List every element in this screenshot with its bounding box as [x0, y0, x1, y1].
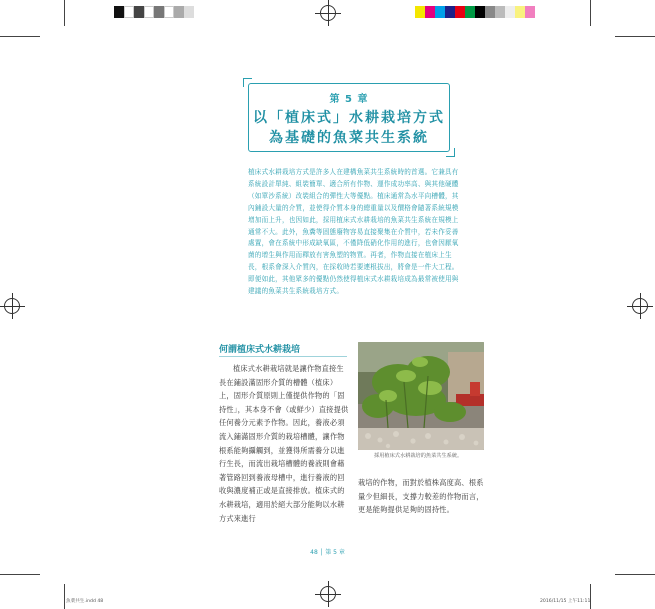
registration-mark-bottom — [320, 586, 336, 602]
chapter-title-line-1: 以「植床式」水耕栽培方式 — [253, 110, 445, 126]
crop-mark — [64, 584, 65, 609]
registration-mark-left — [4, 298, 20, 314]
page-number: 48 │ 第 5 章 — [310, 549, 345, 556]
chapter-title-box — [248, 83, 450, 152]
chapter-intro: 植床式水耕栽培方式是許多人在建構魚菜共生系統時的首選。它兼具有系統設計單純、組裝簡單、適合所有作物、運作成功率高、與其他硬體（如單沙系統）改裝組合的彈性大等優點。植床通常為水平向槽體，其內鋪設大量的介質，並使得介質本身的總重量以及價格會隨著系統規模增加而上升，也因如此，採用植床式水耕栽培的魚菜共生系統在規模上通常不大。此外，魚糞等固態廢物容易直接聚集在介質中，若未作妥善處置，會在系統中形成缺氧區，不僅降低硝化作用的進行，也會因厭氧菌的增生與作用而釋放有害魚塑的物質。再者，作物直接在植床上生長，根系會深入介質內，在採收時若要連根拔出，將會是一件大工程。即便如此，其他眾多的優點仍然使得植床式水耕栽培成為最常被使用與建議的魚菜共生系統栽培方式。 — [248, 168, 459, 296]
section-heading: 何謂植床式水耕栽培 — [219, 345, 301, 355]
crop-mark — [64, 0, 65, 26]
aquaponics-photo — [358, 342, 484, 450]
color-bar — [415, 6, 535, 18]
chapter-title-line-2: 為基礎的魚菜共生系統 — [269, 130, 429, 146]
crop-mark — [0, 574, 40, 575]
registration-mark-right — [632, 298, 648, 314]
crop-mark — [615, 36, 655, 37]
body-text-right: 栽培的作物，而對於植株高度高、根系量少但細長，支撐力較差的作物而言，更是能夠提供足夠的固持性。 — [358, 478, 484, 515]
crop-mark — [0, 36, 40, 37]
body-text-left: 植床式水耕栽培就是讓作物直接生長在鋪設滿固形介質的槽體（植床）上，固形介質原則上僅提供作物的「固持性」，其本身不會（或鮮少）直接提供任何養分元素予作物。因此，養液必須流入鋪滿固形介質的栽培槽體，讓作物根系能夠攝觸到，並獲得所需養分以進行生長，而流出栽培槽體的養液則會藉著管路回到養液母槽中，進行養液的回收與濃度補正或是直接排放。植床式的水耕栽培，適用於絕大部分能夠以水耕方式來進行 — [219, 364, 349, 523]
registration-mark-top — [320, 5, 336, 21]
crop-mark — [615, 574, 655, 575]
print-slug-file: 魚菜共生.indd 48 — [66, 599, 104, 604]
crop-mark — [590, 584, 591, 609]
chapter-label: 第 5 章 — [329, 94, 369, 105]
print-slug-date: 2016/11/15 上午11:11 — [540, 599, 591, 604]
photo-caption: 採用植床式水耕栽培的魚菜共生系統。 — [374, 453, 463, 459]
crop-mark — [590, 0, 591, 26]
section-divider — [219, 356, 347, 357]
grayscale-bar — [114, 6, 194, 18]
